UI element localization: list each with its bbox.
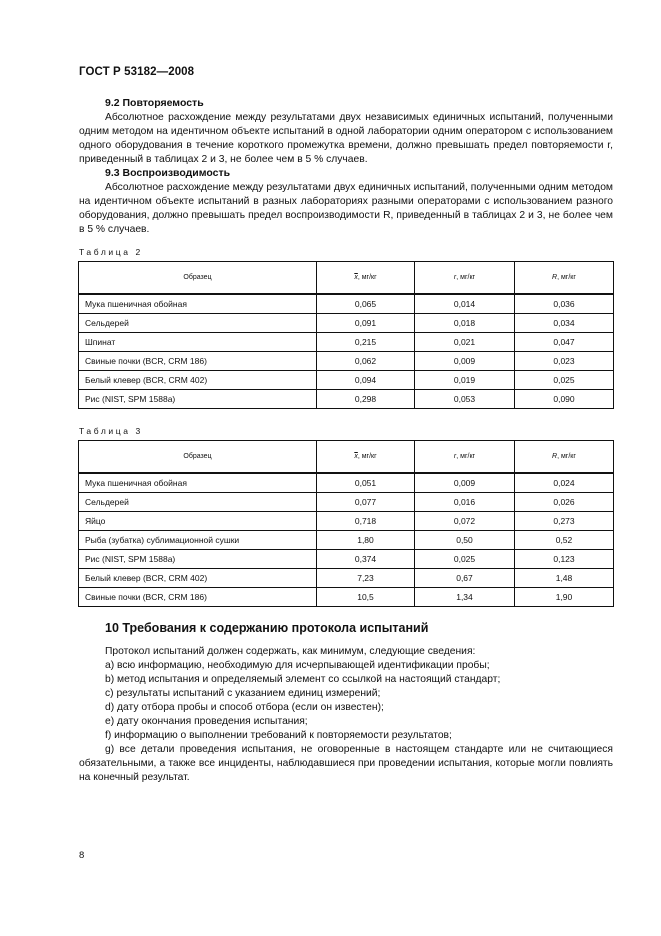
column-header-sample: Образец [79,441,317,474]
cell-sample: Сельдерей [79,314,317,333]
cell-mean: 0,065 [317,294,415,314]
cell-r: 0,072 [415,512,515,531]
column-header-repeatability [415,441,515,474]
table-header-row [79,262,614,295]
cell-sample: Свиные почки (BCR, CRM 186) [79,588,317,607]
cell-sample: Мука пшеничная обойная [79,294,317,314]
list-item: c) результаты испытаний с указанием единиц измерений; [105,688,381,699]
table-row [79,550,614,569]
section-9-2-body: Абсолютное расхождение между результатами двух независимых единичных испытаний, полученными одним методом на идентичном объекте испытаний в одной лаборатории одним оператором с использованием одного оборудования в течение короткого промежутка времени, должно превышать предел повторяемости r, приведенный в таблицах 2 и 3, не более чем в 5 % случаев. [79,112,613,165]
table-row [79,390,614,409]
cell-R: 0,023 [515,352,614,371]
cell-R: 0,025 [515,371,614,390]
cell-r: 0,009 [415,352,515,371]
section-9-3-title: 9.3 Воспроизводимость [105,167,231,179]
table-row [79,531,614,550]
table-row [79,371,614,390]
cell-r: 0,025 [415,550,515,569]
cell-mean: 0,094 [317,371,415,390]
cell-R: 0,024 [515,473,614,493]
list-item: f) информацию о выполнении требований к повторяемости результатов; [105,730,452,741]
cell-sample: Яйцо [79,512,317,531]
cell-mean: 7,23 [317,569,415,588]
cell-sample: Сельдерей [79,493,317,512]
table-row [79,493,614,512]
cell-sample: Рыба (зубатка) сублимационной сушки [79,531,317,550]
cell-R: 0,273 [515,512,614,531]
cell-mean: 0,215 [317,333,415,352]
column-header-sample: Образец [79,262,317,295]
cell-mean: 0,091 [317,314,415,333]
page-number: 8 [79,850,85,861]
table-row [79,333,614,352]
cell-R: 1,90 [515,588,614,607]
unit-label: , мг/кг [357,453,377,460]
mean-symbol: $\overline{x}$ [354,274,358,281]
unit-label: , мг/кг [357,274,377,281]
list-item: d) дату отбора пробы и способ отбора (если он известен); [105,702,384,713]
cell-sample: Рис (NIST, SPM 1588a) [79,390,317,409]
unit-label: , мг/кг [456,453,476,460]
document-code: ГОСТ Р 53182—2008 [79,66,195,78]
cell-R: 0,52 [515,531,614,550]
cell-r: 0,67 [415,569,515,588]
cell-mean: 0,374 [317,550,415,569]
cell-r: 0,50 [415,531,515,550]
section-9-2-title: 9.2 Повторяемость [105,97,204,109]
r-symbol: r [453,453,457,460]
R-symbol: R [552,274,558,281]
table-row [79,588,614,607]
cell-R: 0,036 [515,294,614,314]
cell-mean: 0,298 [317,390,415,409]
cell-r: 1,34 [415,588,515,607]
table-row [79,512,614,531]
cell-mean: 0,062 [317,352,415,371]
R-symbol: R [552,453,558,460]
cell-r: 0,021 [415,333,515,352]
cell-sample: Свиные почки (BCR, CRM 186) [79,352,317,371]
section-10-title: 10 Требования к содержанию протокола испытаний [105,621,429,635]
table-2 [78,261,614,409]
list-item: e) дату окончания проведения испытания; [105,716,308,727]
table-2-caption: Таблица 2 [79,247,143,257]
cell-sample: Белый клевер (BCR, CRM 402) [79,371,317,390]
column-header-reproducibility [515,262,614,295]
cell-r: 0,019 [415,371,515,390]
unit-label: , мг/кг [557,274,576,281]
table-row [79,473,614,493]
table-row [79,569,614,588]
cell-mean: 1,80 [317,531,415,550]
cell-R: 0,123 [515,550,614,569]
cell-R: 0,034 [515,314,614,333]
column-header-mean [317,262,415,295]
column-header-reproducibility [515,441,614,474]
cell-r: 0,009 [415,473,515,493]
list-item: g) все детали проведения испытания, не оговоренные в настоящем стандарте или не считающиеся обязательными, а также все инциденты, наблюдавшиеся при проведении испытания, которые могли повлиять на конечный результат. [79,744,613,783]
cell-mean: 0,051 [317,473,415,493]
cell-mean: 0,718 [317,512,415,531]
cell-R: 0,090 [515,390,614,409]
section-9-3-body: Абсолютное расхождение между результатами двух единичных испытаний, полученными одним методом на идентичном объекте испытаний в разных лабораториях разными операторами с использованием разного оборудования, должно превышать предел воспроизводимости R, приведенный в таблицах 2 и 3, не более чем в 5 % случаев. [79,182,613,235]
cell-R: 0,047 [515,333,614,352]
r-symbol: r [453,274,457,281]
cell-R: 1,48 [515,569,614,588]
list-item: a) всю информацию, необходимую для исчерпывающей идентификации пробы; [105,660,490,671]
unit-label: , мг/кг [557,453,576,460]
cell-sample: Рис (NIST, SPM 1588a) [79,550,317,569]
section-10-intro: Протокол испытаний должен содержать, как минимум, следующие сведения: [105,646,476,657]
table-row [79,314,614,333]
table-row [79,294,614,314]
table-3-caption: Таблица 3 [79,426,143,436]
cell-mean: 10,5 [317,588,415,607]
column-header-mean [317,441,415,474]
cell-r: 0,018 [415,314,515,333]
cell-sample: Белый клевер (BCR, CRM 402) [79,569,317,588]
cell-r: 0,053 [415,390,515,409]
table-row [79,352,614,371]
list-item: b) метод испытания и определяемый элемент со ссылкой на настоящий стандарт; [105,674,501,685]
table-3 [78,440,614,607]
cell-mean: 0,077 [317,493,415,512]
mean-symbol: $\overline{x}$ [354,453,358,460]
table-header-row [79,441,614,474]
cell-sample: Шпинат [79,333,317,352]
cell-sample: Мука пшеничная обойная [79,473,317,493]
column-header-repeatability [415,262,515,295]
cell-r: 0,014 [415,294,515,314]
cell-R: 0,026 [515,493,614,512]
cell-r: 0,016 [415,493,515,512]
unit-label: , мг/кг [456,274,476,281]
